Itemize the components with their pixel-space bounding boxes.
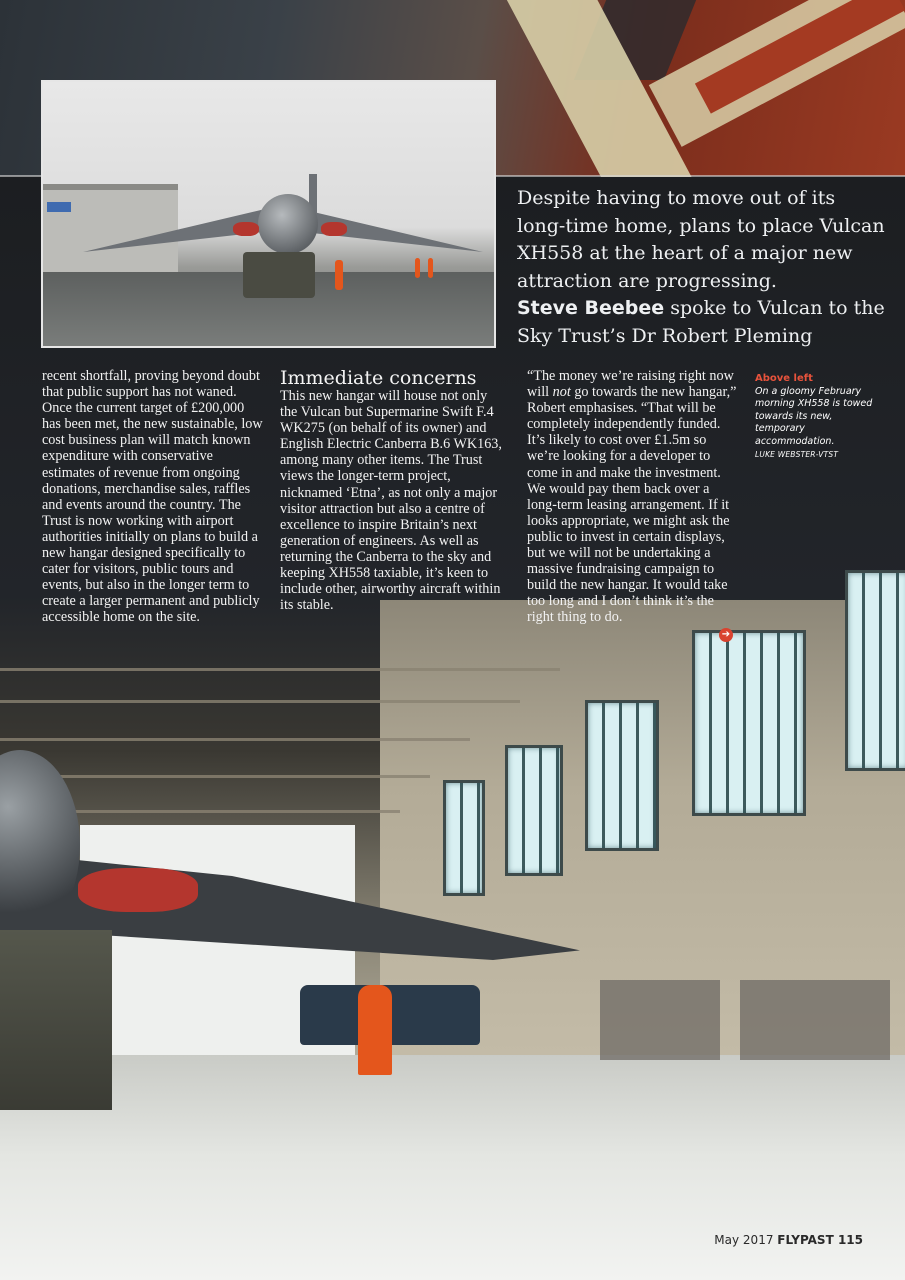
- roof-truss: [0, 738, 470, 741]
- ground-crew-person: [415, 258, 420, 278]
- quote-emphasis: not: [552, 384, 571, 401]
- tow-tractor: [0, 930, 112, 1110]
- vulcan-intake: [233, 222, 259, 236]
- body-column-1: [42, 368, 264, 626]
- vulcan-nose: [258, 194, 318, 254]
- body-column-2: [280, 368, 502, 613]
- hangar-window: [443, 780, 485, 896]
- photo-credit: LUKE WEBSTER-VTST: [755, 449, 839, 459]
- page-folio: [714, 1233, 863, 1247]
- body-column-3: [517, 368, 739, 626]
- subheading: Immediate concerns: [280, 367, 477, 389]
- magazine-name: FLYPAST: [777, 1233, 834, 1247]
- byline-text: spoke to Vulcan to the Sky Trust’s Dr Robert Pleming: [517, 297, 885, 347]
- vulcan-intake: [78, 868, 198, 912]
- byline-author: Steve Beebee: [517, 297, 665, 319]
- hangar-window: [845, 570, 905, 771]
- standfirst-text: Despite having to move out of its long-time home, plans to place Vulcan XH558 at the heart of a major new attraction are progressing.: [517, 187, 885, 292]
- hangar-window: [692, 630, 806, 816]
- body-paragraph: [517, 368, 739, 626]
- building-sign: [47, 202, 71, 212]
- hangar-window: [585, 700, 659, 851]
- caption-text: On a gloomy February morning XH558 is towed towards its new, temporary accommodation.: [755, 385, 873, 447]
- roof-truss: [0, 700, 520, 703]
- tow-tractor: [243, 252, 315, 298]
- airport-building: [43, 184, 178, 280]
- photo-caption: [755, 373, 873, 461]
- body-paragraph: This new hangar will house not only the Vulcan but Supermarine Swift F.4 WK275 (on behalf of its owner) and English Electric Canberra B.6 WK163, among many other items. The Trust views the longer-term project, nicknamed ‘Etna’, as not only a major visitor attraction but also a centre of excellence to inspire Britain’s next generation of engineers. As well as returning the Canberra to the sky and keeping XH558 taxiable, it’s keen to include other, airworthy aircraft within its stable.: [280, 388, 502, 614]
- body-paragraph: recent shortfall, proving beyond doubt that public support has not waned. Once the current target of £200,000 has been met, the new sustainable, low cost business plan will match known expenditure with conservative estimates of revenue from ongoing donations, merchandise sales, raffles and events around the country. The Trust is now working with airport authorities initially on plans to build a new hangar designed specifically to cater for visitors, public tours and events, but also in the longer term to create a larger permanent and publicly accessible home on the site.: [42, 368, 263, 626]
- workshop-equipment: [600, 980, 720, 1060]
- quote-text: “The money we’re raising right now will: [527, 368, 734, 401]
- hangar-window: [505, 745, 563, 876]
- ground-crew-person: [428, 258, 433, 278]
- roof-truss: [0, 775, 430, 778]
- workshop-equipment: [740, 980, 890, 1060]
- ground-crew-person: [335, 260, 343, 290]
- roof-truss: [0, 668, 560, 671]
- caption-label: Above left: [755, 373, 813, 384]
- page-number: 115: [833, 1233, 863, 1247]
- inset-photo-vulcan-towed: [41, 80, 496, 348]
- issue-date: May 2017: [714, 1233, 778, 1247]
- continue-arrow-icon: ➔: [719, 628, 733, 642]
- quote-text: go towards the new hangar,” Robert emphasises. “That will be completely independently funded. It’s likely to cost over £1.5m so we’re looking for a developer to come in and make the investment. We would pay them back over a long-term leasing arrangement. If it looks appropriate, we might ask the public to invest in certain displays, but we will not be undertaking a massive fundraising campaign to build the new hangar. It would take too long and I don’t think it’s the right thing to do.: [527, 384, 737, 626]
- ground-crew-person: [358, 985, 392, 1075]
- vulcan-intake: [321, 222, 347, 236]
- standfirst: [517, 185, 887, 350]
